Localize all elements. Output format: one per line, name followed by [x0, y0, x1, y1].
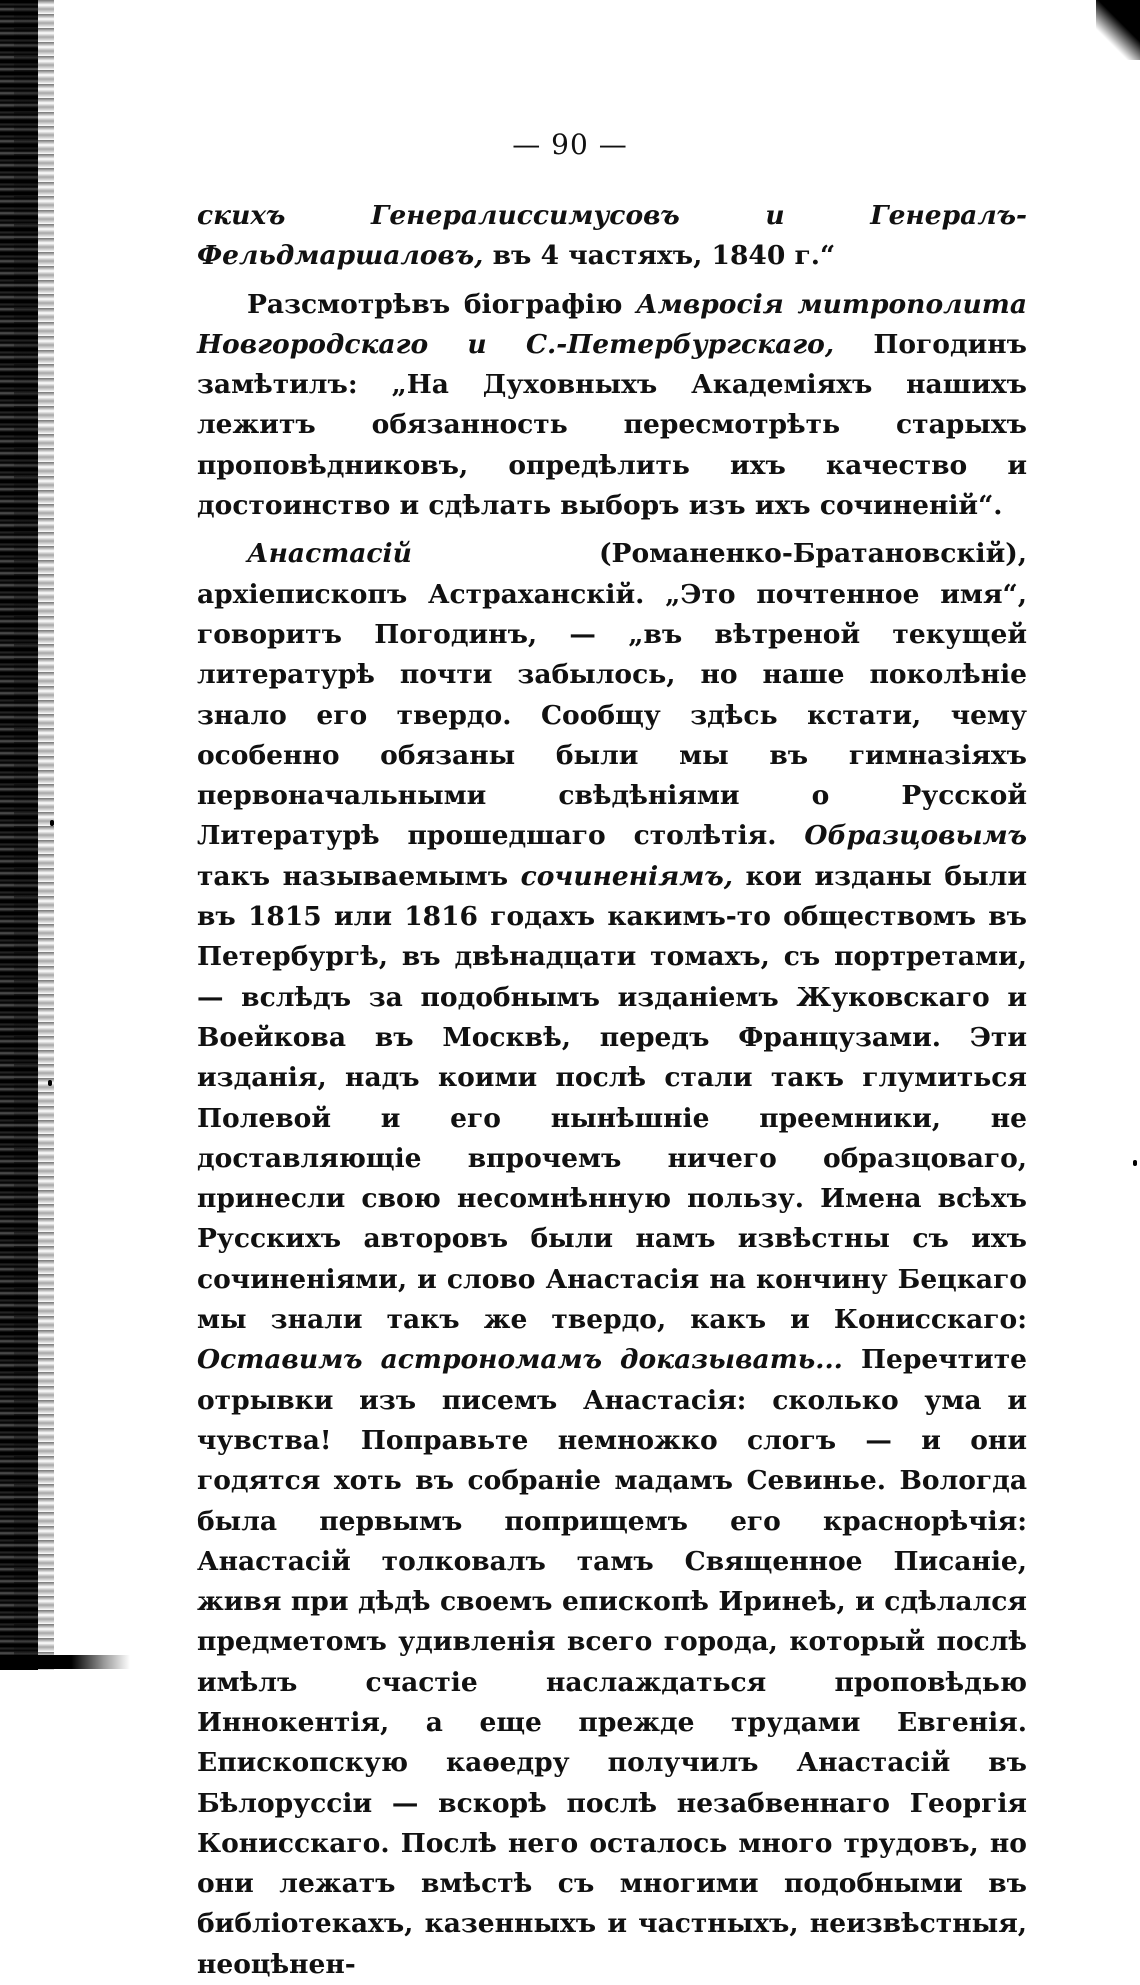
text-segment: Погодинъ замѣтилъ: „На Духовныхъ Академіяхъ нашихъ лежитъ обязанность пересмотрѣть старыхъ проповѣдниковъ, опредѣлить ихъ качество и достоинство и сдѣлать выборъ изъ ихъ сочиненій“.	[197, 328, 1028, 522]
scan-edge-top-right	[1096, 0, 1140, 60]
italic-text: сочиненіямъ,	[520, 860, 733, 892]
body-text	[197, 196, 1027, 1985]
italic-text: скихъ Генералиссимусовъ и Генералъ-Фельдмаршаловъ,	[197, 200, 1027, 272]
italic-text: Анастасій	[247, 538, 412, 570]
scan-speck	[50, 820, 54, 826]
text-segment: Перечтите отрывки изъ писемъ Анастасія: сколько ума и чувства! Поправьте немножко слогъ — и они годятся хоть въ собраніе мадамъ Севинье. Вологда была первымъ поприщемъ его краснорѣчія: Анастасій толковалъ тамъ Священное Писаніе, живя при дѣдѣ своемъ епископѣ Иринеѣ, и сдѣлался предметомъ удивленія всего города, который послѣ имѣлъ счастіе наслаждаться проповѣдью Иннокентія, а еще прежде трудами Евгенія. Епископскую каѳедру получилъ Анастасій въ Бѣлоруссіи — вскорѣ послѣ незабвеннаго Георгія Конисскаго. Послѣ него осталось много трудовъ, но они лежатъ вмѣстѣ съ многими подобными въ библіотекахъ, казенныхъ и частныхъ, неизвѣстныя, неоцѣнен-	[197, 1344, 1027, 1980]
text-segment: кои изданы были въ 1815 или 1816 годахъ какимъ-то обществомъ въ Петербургѣ, въ двѣнадцати томахъ, съ портретами, — вслѣдъ за подобнымъ изданіемъ Жуковскаго и Воейкова въ Москвѣ, передъ Французами. Эти изданія, надъ коими послѣ стали такъ глумиться Полевой и его нынѣшніе преемники, не доставляющіе впрочемъ ничего образцоваго, принесли свою несомнѣнную пользу. Имена всѣхъ Русскихъ авторовъ были намъ извѣстны съ ихъ сочиненіями, и слово Анастасія на кончину Бецкаго мы знали такъ же твердо, какъ и Конисскаго:	[197, 860, 1027, 1336]
scan-edge-left	[0, 0, 38, 1670]
paragraph-1	[197, 196, 1027, 277]
page-number: — 90 —	[512, 128, 628, 161]
paragraph-3	[197, 534, 1027, 1985]
italic-text: Образцовымъ	[804, 820, 1027, 852]
scan-speck	[48, 1080, 52, 1086]
italic-text: Амвросія митрополита Новгородскаго и С.-Петербургскаго,	[197, 288, 1027, 360]
paragraph-2	[197, 285, 1027, 527]
text-segment: въ 4 частяхъ, 1840 г.“	[483, 240, 836, 272]
italic-text: Оставимъ астрономамъ доказывать...	[197, 1344, 843, 1376]
scan-edge-bottom	[0, 1655, 130, 1669]
text-segment: Разсмотрѣвъ біографію	[247, 288, 637, 320]
scan-speck	[1133, 1160, 1137, 1166]
text-segment: такъ называемымъ	[197, 860, 521, 892]
text-segment: (Романенко-Братановскій), архіепископъ Астраханскій. „Это почтенное имя“, говоритъ Погодинъ, — „въ вѣтреной текущей литературѣ почти забылось, но наше поколѣніе знало его твердо. Сообщу здѣсь кстати, чему особенно обязаны были мы въ гимназіяхъ первоначальными свѣдѣніями о Русской Литературѣ прошедшаго столѣтія.	[197, 538, 1027, 852]
